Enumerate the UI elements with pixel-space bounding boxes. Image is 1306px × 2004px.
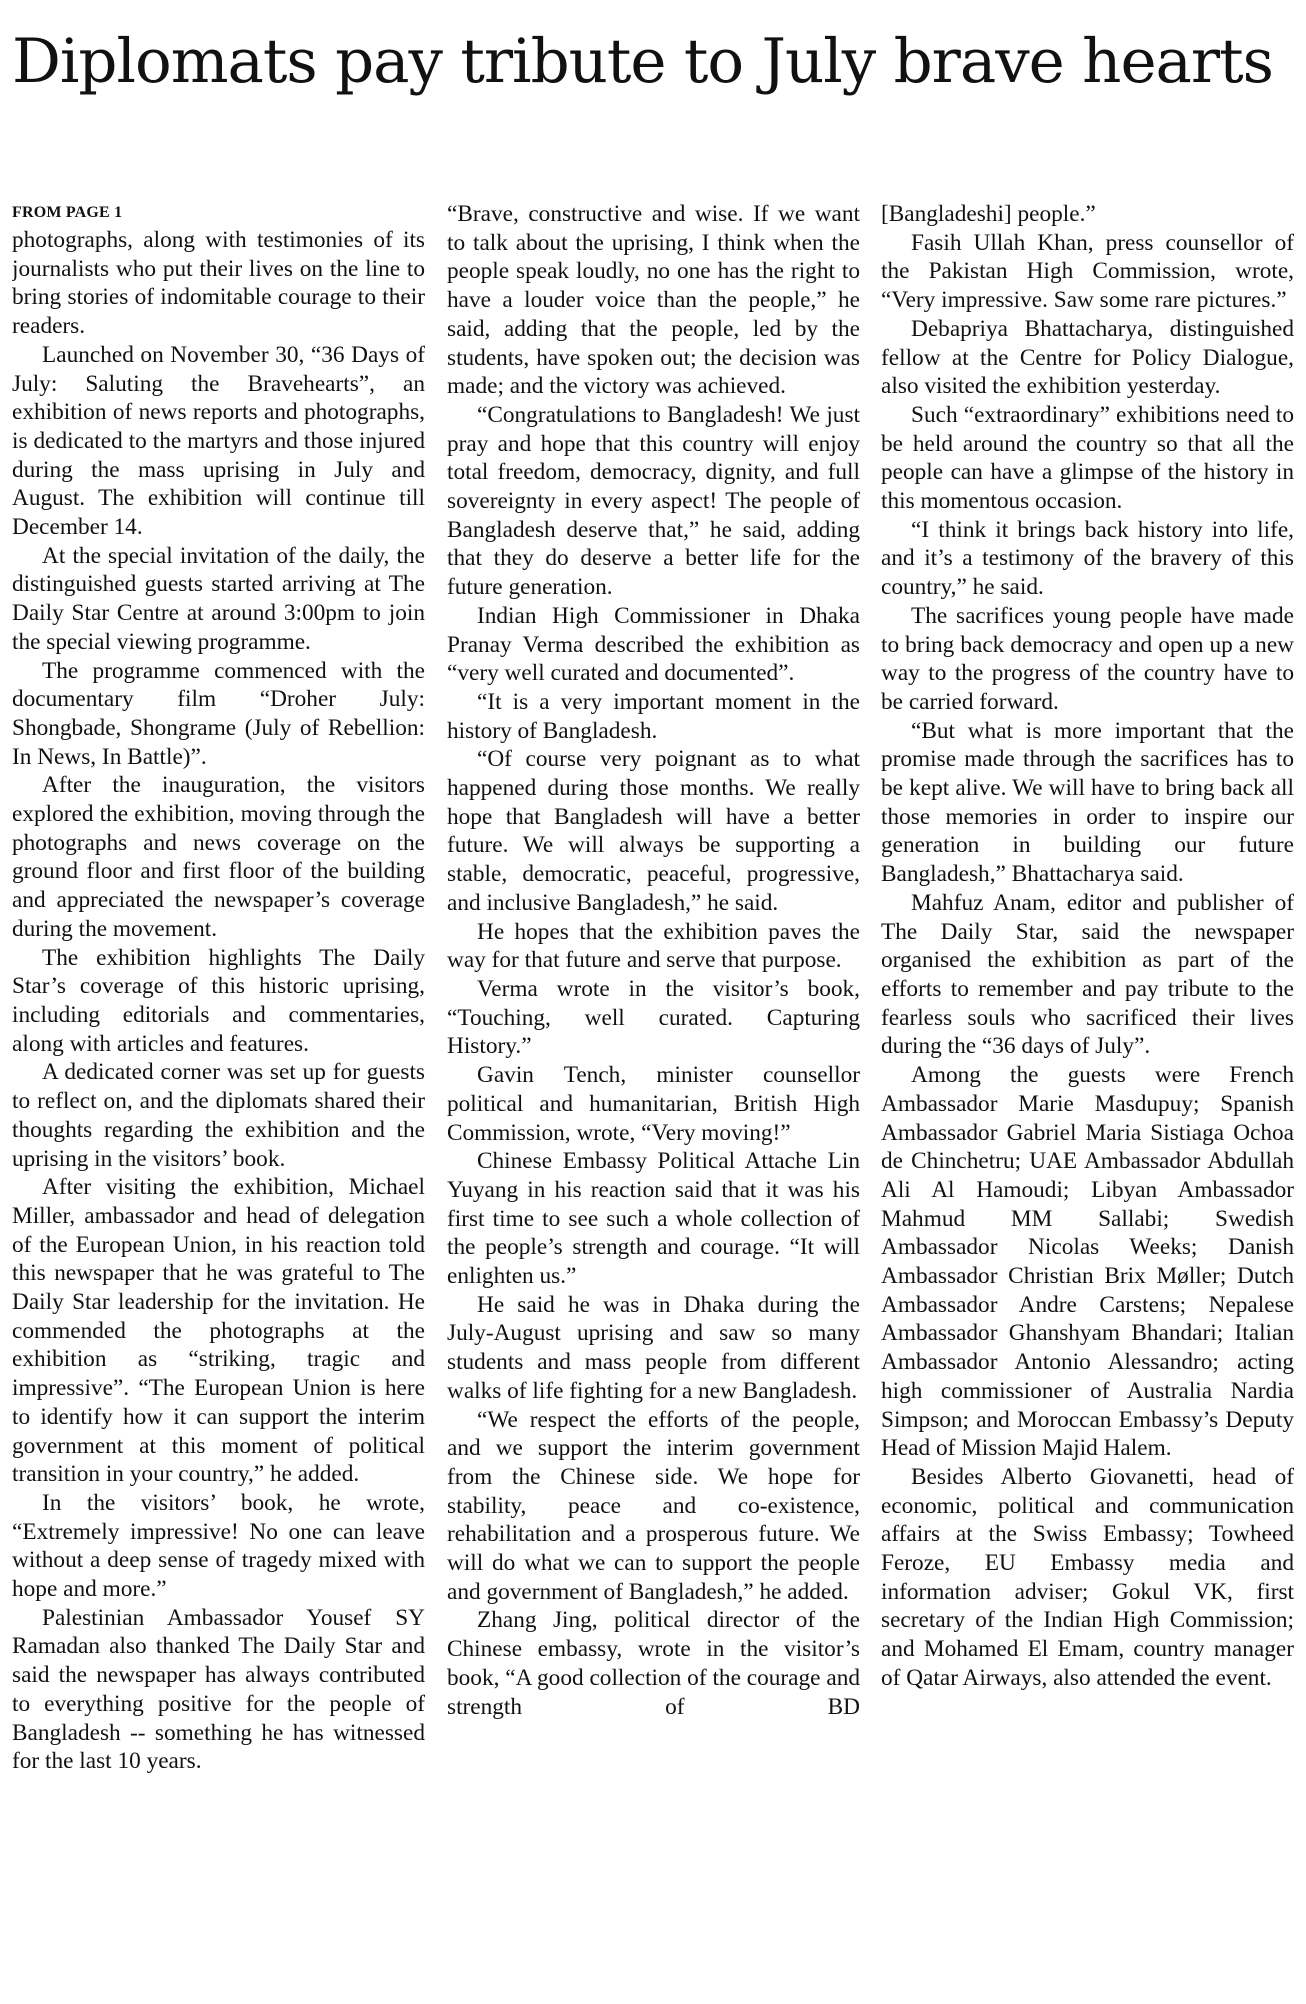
paragraph: Among the guests were French Ambassador Marie Masdupuy; Spanish Ambassador Gabriel Maria Sistiaga Ochoa de Chinchetru; UAE Ambassador Abdullah Ali Al Hamoudi; Libyan Ambassador Mahmud MM Sallabi; Swedish Ambassador Nicolas Weeks; Danish Ambassador Christian Brix Møller; Dutch Ambassador Andre Carstens; Nepalese Ambassador Ghanshyam Bhandari; Italian Ambassador Antonio Alessandro; acting high commissioner of Australia Nardia Simpson; and Moroccan Embassy’s Deputy Head of Mission Majid Halem.	[881, 1062, 1294, 1462]
paragraph: He hopes that the exhibition paves the way for that future and serve that purpose.	[447, 918, 860, 974]
paragraph: The sacrifices young people have made to bring back democracy and open up a new way to the progress of the country have to be carried forward.	[881, 602, 1294, 715]
paragraph: Zhang Jing, political director of the Chinese embassy, wrote in the visitor’s book, “A good collection of the courage and strength of BD	[447, 1607, 860, 1720]
paragraph: “Of course very poignant as to what happened during those months. We really hope that Bangladesh will have a better future. We will always be supporting a stable, democratic, peaceful, progressive, and inclusive Bangladesh,” he said.	[447, 746, 860, 916]
paragraph: The programme commenced with the documentary film “Droher July: Shongbade, Shongrame (July of Rebellion: In News, In Battle)”.	[12, 657, 425, 770]
paragraph: “I think it brings back history into life, and it’s a testimony of the bravery of this country,” he said.	[881, 516, 1294, 601]
paragraph: After visiting the exhibition, Michael Miller, ambassador and head of delegation of the European Union, in his reaction told this newspaper that he was grateful to The Daily Star leadership for the invitation. He commended the photographs at the exhibition as “striking, tragic and impressive”. “The European Union is here to identify how it can support the interim government at this moment of political transition in your country,” he added.	[12, 1174, 425, 1488]
paragraph: At the special invitation of the daily, the distinguished guests started arriving at The Daily Star Centre at around 3:00pm to join the special viewing programme.	[12, 542, 425, 655]
paragraph: “Brave, constructive and wise. If we want to talk about the uprising, I think when the people speak loudly, no one has the right to have a louder voice than the people,” he said, adding that the people, led by the students, have spoken out; the decision was made; and the victory was achieved.	[447, 201, 860, 400]
paragraph: photographs, along with testimonies of its journalists who put their lives on the line to bring stories of indomitable courage to their readers.	[12, 227, 425, 340]
paragraph: Debapriya Bhattacharya, distinguished fellow at the Centre for Policy Dialogue, also visited the exhibition yesterday.	[881, 315, 1294, 400]
paragraph: Indian High Commissioner in Dhaka Pranay Verma described the exhibition as “very well curated and documented”.	[447, 602, 860, 687]
paragraph: The exhibition highlights The Daily Star’s coverage of this historic uprising, including editorials and commentaries, along with articles and features.	[12, 944, 425, 1057]
paragraph: Mahfuz Anam, editor and publisher of The Daily Star, said the newspaper organised the exhibition as part of the efforts to remember and pay tribute to the fearless souls who sacrificed their lives during the “36 days of July”.	[881, 889, 1294, 1060]
paragraph: After the inauguration, the visitors explored the exhibition, moving through the photographs and news coverage on the ground floor and first floor of the building and appreciated the newspaper’s coverage during the movement.	[12, 772, 425, 942]
paragraph: In the visitors’ book, he wrote, “Extremely impressive! No one can leave without a deep sense of tragedy mixed with hope and more.”	[12, 1489, 425, 1603]
paragraph: Fasih Ullah Khan, press counsellor of the Pakistan High Commission, wrote, “Very impressive. Saw some rare pictures.”	[881, 229, 1294, 314]
paragraph: “But what is more important that the promise made through the sacrifices has to be kept alive. We will have to bring back all those memories in order to inspire our generation in building our future Bangladesh,” Bhattacharya said.	[881, 717, 1294, 888]
paragraph: “It is a very important moment in the history of Bangladesh.	[447, 688, 860, 744]
paragraph: [Bangladeshi] people.”	[881, 201, 1096, 227]
paragraph: “We respect the efforts of the people, and we support the interim government from the Chinese side. We hope for stability, peace and co-existence, rehabilitation and a prosperous future. We will do what we can to support the people and government of Bangladesh,” he added.	[447, 1406, 860, 1605]
paragraph: Verma wrote in the visitor’s book, “Touching, well curated. Capturing History.”	[447, 975, 860, 1060]
paragraph: Palestinian Ambassador Yousef SY Ramadan also thanked The Daily Star and said the newspaper has always contributed to everything positive for the people of Bangladesh -- something he has witnessed for the last 10 years.	[12, 1604, 425, 1775]
article-headline: Diplomats pay tribute to July brave hearts	[12, 26, 1273, 97]
paragraph: He said he was in Dhaka during the July-August uprising and saw so many students and mass people from different walks of life fighting for a new Bangladesh.	[447, 1291, 860, 1404]
paragraph: Gavin Tench, minister counsellor political and humanitarian, British High Commission, wrote, “Very moving!”	[447, 1062, 860, 1146]
article-column-2	[447, 200, 860, 1990]
paragraph: A dedicated corner was set up for guests to reflect on, and the diplomats shared their thoughts regarding the exhibition and the uprising in the visitors’ book.	[12, 1059, 425, 1172]
paragraph: Such “extraordinary” exhibitions need to be held around the country so that all the people can have a glimpse of the history in this momentous occasion.	[881, 401, 1294, 515]
paragraph: Launched on November 30, “36 Days of July: Saluting the Bravehearts”, an exhibition of news reports and photographs, is dedicated to the martyrs and those injured during the mass uprising in July and August. The exhibition will continue till December 14.	[12, 341, 425, 541]
article-body	[12, 200, 1292, 1990]
paragraph: Chinese Embassy Political Attache Lin Yuyang in his reaction said that it was his first time to see such a whole collection of the people’s strength and courage. “It will enlighten us.”	[447, 1148, 860, 1290]
continuation-label: FROM PAGE 1	[12, 204, 123, 221]
paragraph: Besides Alberto Giovanetti, head of economic, political and communication affairs at the Swiss Embassy; Towheed Feroze, EU Embassy media and information adviser; Gokul VK, first secretary of the Indian High Commission; and Mohamed El Emam, country manager of Qatar Airways, also attended the event.	[881, 1463, 1294, 1691]
article-column-3	[881, 200, 1294, 1990]
article-column-1	[12, 200, 425, 1990]
paragraph: “Congratulations to Bangladesh! We just pray and hope that this country will enjoy total freedom, democracy, dignity, and full sovereignty in every aspect! The people of Bangladesh deserve that,” he said, adding that they do deserve a better life for the future generation.	[447, 401, 860, 601]
